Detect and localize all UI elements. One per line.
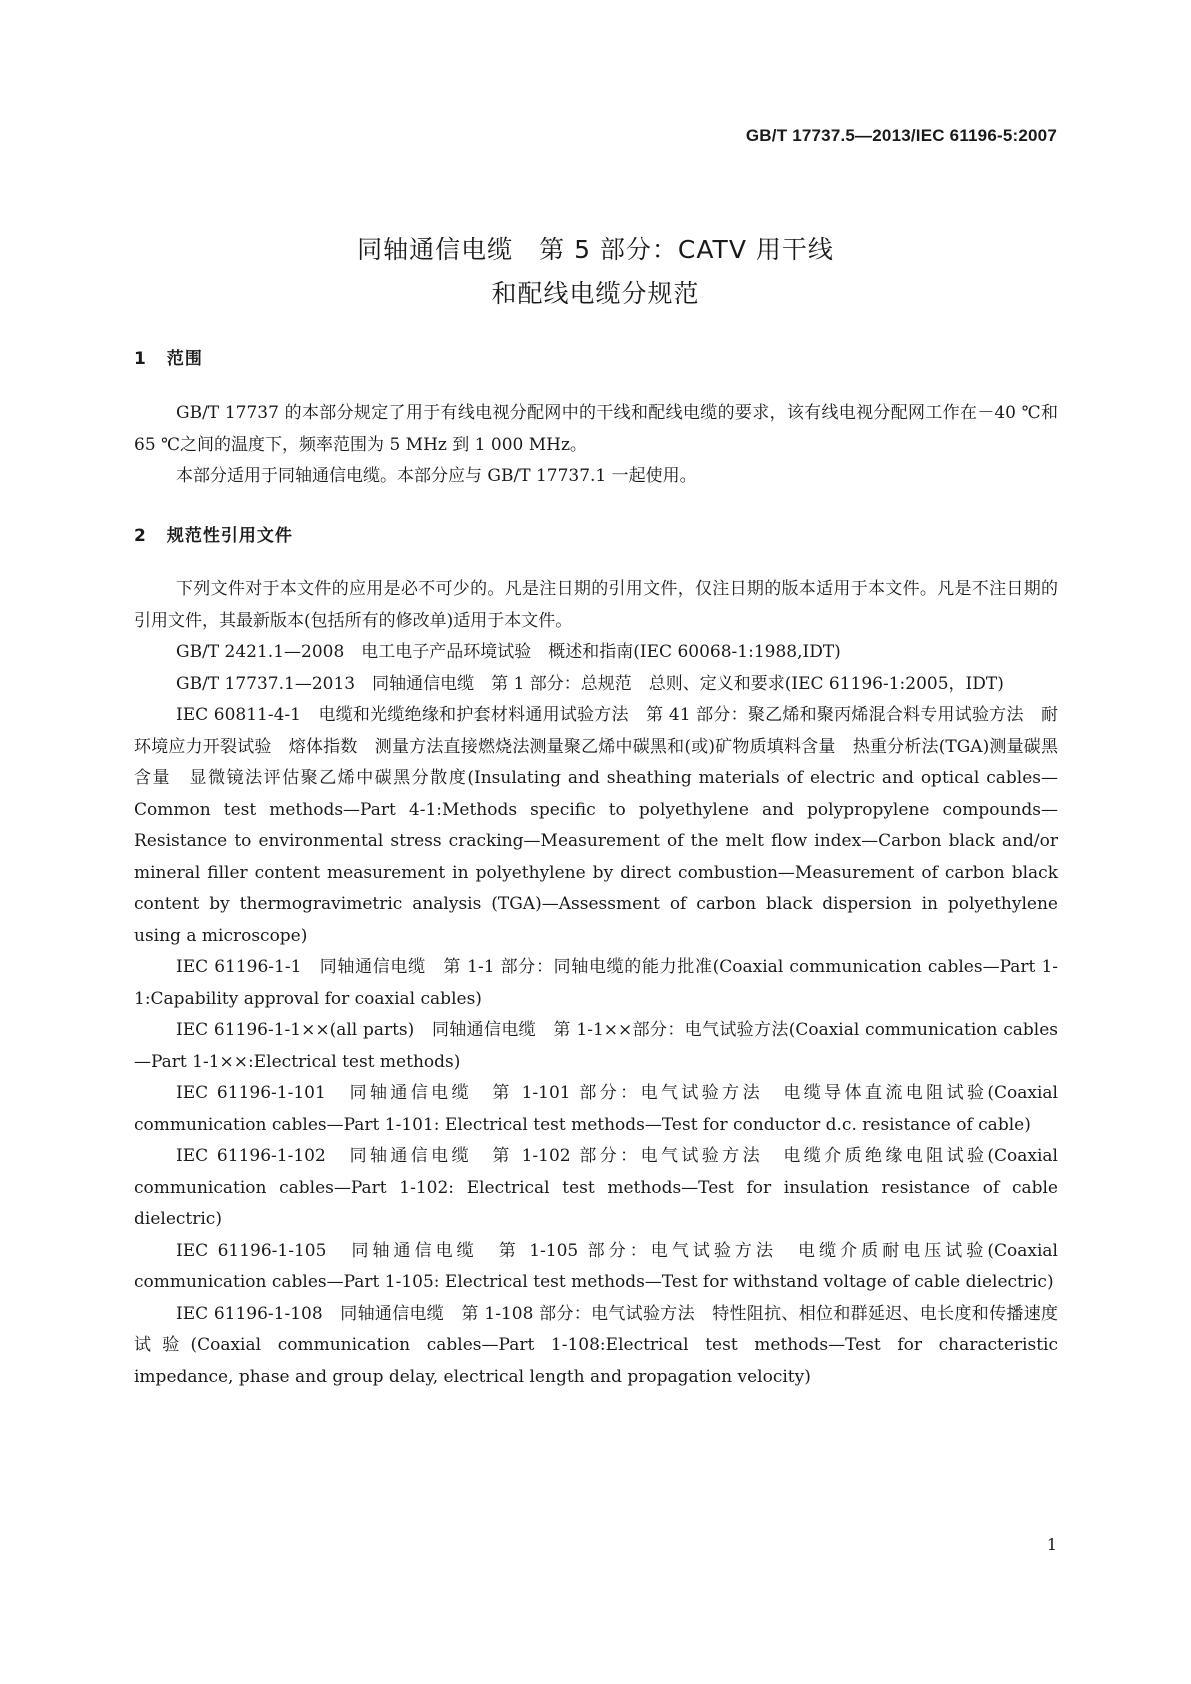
document-title: [0, 228, 1191, 316]
title-line-1: 同轴通信电缆 第 5 部分：CATV 用干线: [357, 235, 834, 264]
title-line-2: 和配线电缆分规范: [491, 279, 700, 308]
section-number: 1: [134, 349, 147, 369]
reference-entry: IEC 61196-1-108 同轴通信电缆 第 1-108 部分：电气试验方法 特性阻抗、相位和群延迟、电长度和传播速度试验(Coaxial communication cables—Part 1-108:Electrical test methods—Test for characteristic impedance, phase and group delay, electrical length and propagation velocity): [134, 1303, 1058, 1387]
section-2-body: [134, 574, 1058, 1393]
section-1-body: [134, 398, 1058, 493]
section-2-heading: [134, 521, 293, 546]
reference-entry: IEC 61196-1-105 同轴通信电缆 第 1-105 部分：电气试验方法 电缆介质耐电压试验(Coaxial communication cables—Part 1-105: Electrical test methods—Test for withstand voltage of cable dielectric): [134, 1240, 1058, 1292]
paragraph: 本部分适用于同轴通信电缆。本部分应与 GB/T 17737.1 一起使用。: [176, 466, 697, 486]
section-title: 范围: [166, 349, 203, 369]
reference-entry: GB/T 2421.1—2008 电工电子产品环境试验 概述和指南(IEC 60068-1:1988,IDT): [176, 642, 841, 662]
reference-entry: IEC 61196-1-102 同轴通信电缆 第 1-102 部分：电气试验方法 电缆介质绝缘电阻试验(Coaxial communication cables—Part 1-102: Electrical test methods—Test for insulation resistance of cable dielectric): [134, 1146, 1058, 1229]
paragraph: GB/T 17737 的本部分规定了用于有线电视分配网中的干线和配线电缆的要求，该有线电视分配网工作在－40 ℃和 65 ℃之间的温度下，频率范围为 5 MHz 到 1 000 MHz。: [134, 403, 1058, 455]
reference-entry: IEC 61196-1-101 同轴通信电缆 第 1-101 部分：电气试验方法 电缆导体直流电阻试验(Coaxial communication cables—Part 1-101: Electrical test methods—Test for conductor d.c. resistance of cable): [134, 1083, 1058, 1135]
section-number: 2: [134, 526, 147, 546]
reference-entry: GB/T 17737.1—2013 同轴通信电缆 第 1 部分：总规范 总则、定义和要求(IEC 61196-1:2005，IDT): [176, 673, 1004, 694]
section-title: 规范性引用文件: [166, 526, 293, 546]
reference-entry: IEC 61196-1-1 同轴通信电缆 第 1-1 部分：同轴电缆的能力批准(Coaxial communication cables—Part 1-1:Capability approval for coaxial cables): [134, 957, 1058, 1009]
standard-number: GB/T 17737.5—2013/IEC 61196-5:2007: [745, 126, 1057, 145]
paragraph: 下列文件对于本文件的应用是必不可少的。凡是注日期的引用文件，仅注日期的版本适用于本文件。凡是不注日期的引用文件，其最新版本(包括所有的修改单)适用于本文件。: [134, 579, 1058, 631]
section-1-heading: [134, 344, 203, 369]
reference-entry: IEC 60811-4-1 电缆和光缆绝缘和护套材料通用试验方法 第 41 部分：聚乙烯和聚丙烯混合料专用试验方法 耐环境应力开裂试验 熔体指数 测量方法直接燃烧法测量聚乙烯中碳黑和(或)矿物质填料含量 热重分析法(TGA)测量碳黑含量 显微镜法评估聚乙烯中碳黑分散度(Insulating and sheathing materials of electric and optical cables—Common test methods—Part 4-1:Methods specific to polyethylene and polypropylene compounds—Resistance to environmental stress cracking—Measurement of the melt flow index—Carbon black and/or mineral filler content measurement in polyethylene by direct combustion—Measurement of carbon black content by thermogravimetric analysis (TGA)—Assessment of carbon black dispersion in polyethylene using a microscope): [134, 705, 1058, 946]
reference-entry: IEC 61196-1-1××(all parts) 同轴通信电缆 第 1-1××部分：电气试验方法(Coaxial communication cables—Part 1-1××:Electrical test methods): [134, 1020, 1058, 1072]
page-number: 1: [1046, 1535, 1057, 1554]
